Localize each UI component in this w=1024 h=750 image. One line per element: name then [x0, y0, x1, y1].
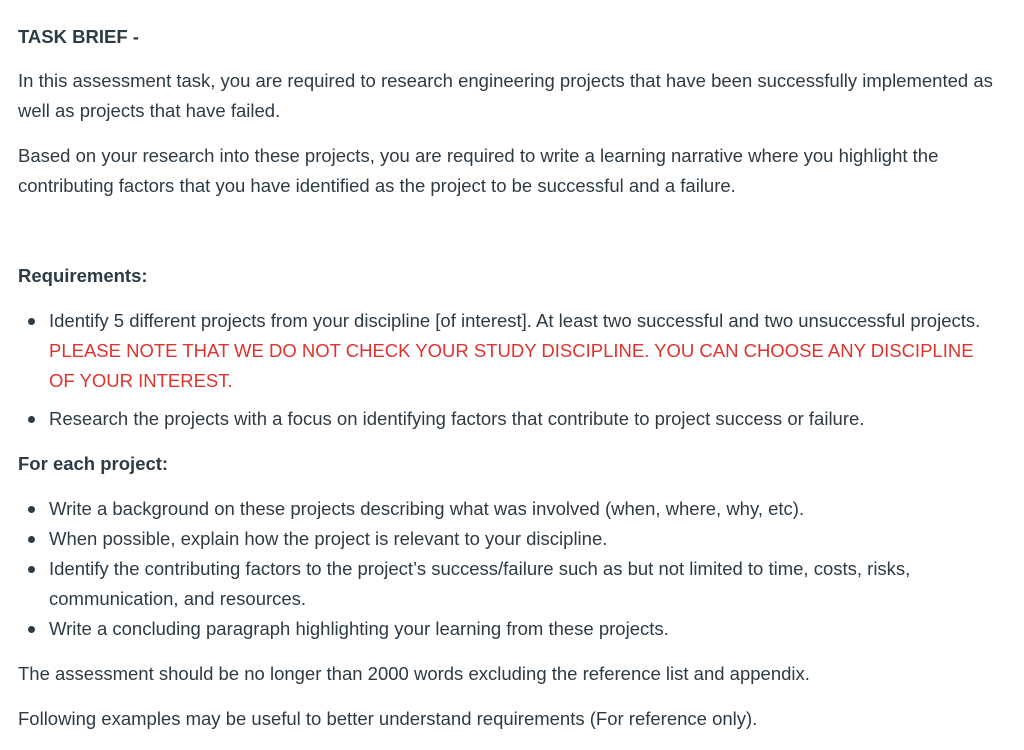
each-project-heading: For each project:	[18, 453, 169, 474]
each-project-list	[18, 494, 1004, 644]
requirement-text: Research the projects with a focus on identifying factors that contribute to project success or failure.	[49, 408, 865, 429]
page-title: TASK BRIEF -	[18, 26, 139, 47]
intro-paragraph: In this assessment task, you are required to research engineering projects that have been successfully implemented as well as projects that have failed.	[18, 70, 993, 121]
word-limit-paragraph: The assessment should be no longer than 2000 words excluding the reference list and appendix.	[18, 663, 810, 684]
discipline-note: PLEASE NOTE THAT WE DO NOT CHECK YOUR STUDY DISCIPLINE. YOU CAN CHOOSE ANY DISCIPLINE OF YOUR INTEREST.	[49, 340, 974, 391]
list-item: When possible, explain how the project is relevant to your discipline.	[49, 524, 1004, 554]
list-item: Identify the contributing factors to the project’s success/failure such as but not limited to time, costs, risks, communication, and resources.	[49, 554, 1004, 614]
requirements-list	[18, 306, 1004, 434]
list-item: Write a background on these projects describing what was involved (when, where, why, etc).	[49, 494, 1004, 524]
requirement-text: Identify 5 different projects from your discipline [of interest]. At least two successful and two unsuccessful projects.	[49, 310, 981, 331]
list-item	[49, 404, 1004, 434]
requirements-heading: Requirements:	[18, 265, 148, 286]
list-item: Write a concluding paragraph highlighting your learning from these projects.	[49, 614, 1004, 644]
examples-paragraph: Following examples may be useful to better understand requirements (For reference only).	[18, 708, 758, 729]
based-paragraph: Based on your research into these projects, you are required to write a learning narrative where you highlight the contributing factors that you have identified as the project to be successful and a failure.	[18, 145, 939, 196]
list-item	[49, 306, 1004, 396]
